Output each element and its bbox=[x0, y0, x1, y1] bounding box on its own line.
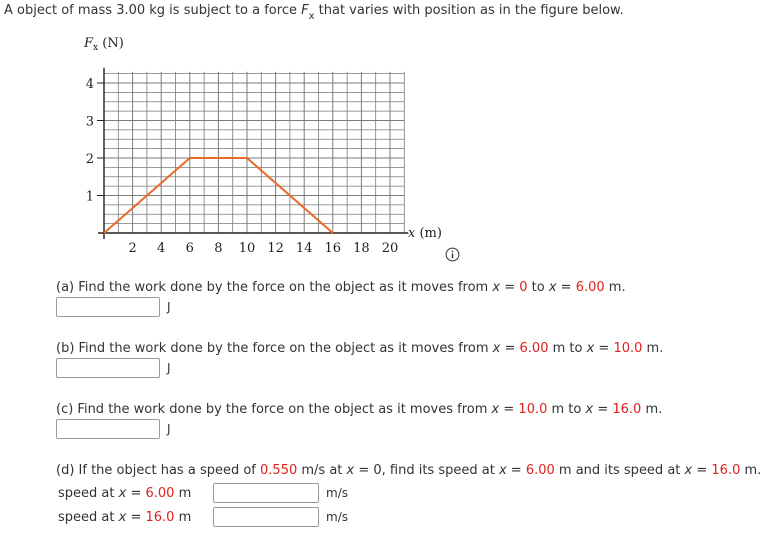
part-a-unit: J bbox=[167, 300, 171, 314]
tick-labels bbox=[86, 77, 399, 256]
part-d-row2-label: speed at x = 16.0 m bbox=[58, 510, 192, 525]
x-tick-label: 20 bbox=[381, 241, 399, 256]
force-subscript: x bbox=[308, 11, 315, 22]
part-c-unit: J bbox=[167, 422, 171, 436]
part-b-unit: J bbox=[167, 361, 171, 375]
x-tick-label: 18 bbox=[353, 241, 370, 256]
series bbox=[104, 158, 333, 233]
part-d-speed2-input[interactable] bbox=[213, 507, 319, 527]
x-tick-label: 10 bbox=[238, 241, 256, 256]
intro-text-end: that varies with position as in the figure below. bbox=[314, 3, 624, 18]
y-axis-label: $F_x$ (N) bbox=[84, 36, 124, 53]
part-b-answer-input[interactable] bbox=[56, 358, 160, 378]
x-tick-label: 16 bbox=[324, 241, 342, 256]
x-tick-label: 2 bbox=[128, 241, 137, 256]
part-d-row1-label: speed at x = 6.00 m bbox=[58, 486, 192, 501]
x-tick-label: 14 bbox=[295, 241, 313, 256]
part-a-question: (a) Find the work done by the force on the object as it moves from x = 0 to x = 6.00 m. bbox=[56, 280, 626, 295]
part-d-question: (d) If the object has a speed of 0.550 m/s at x = 0, find its speed at x = 6.00 m and its speed at x = 16.0 m. bbox=[56, 463, 762, 478]
part-d-row2-unit: m/s bbox=[326, 510, 348, 524]
force-series-line bbox=[104, 158, 333, 233]
x-tick-label: 4 bbox=[157, 241, 166, 256]
part-d-speed1-input[interactable] bbox=[213, 483, 319, 503]
grid bbox=[104, 72, 404, 233]
y-tick-label: 4 bbox=[85, 77, 94, 92]
part-b-question: (b) Find the work done by the force on the object as it moves from x = 6.00 m to x = 10.0 m. bbox=[56, 341, 664, 356]
force-symbol: F bbox=[301, 3, 309, 18]
x-axis-label: x (m) bbox=[408, 226, 442, 241]
part-d-row1-unit: m/s bbox=[326, 486, 348, 500]
part-a-answer-input[interactable] bbox=[56, 297, 160, 317]
x-tick-label: 12 bbox=[267, 241, 284, 256]
y-tick-label: 3 bbox=[85, 114, 94, 130]
axes bbox=[98, 68, 408, 239]
y-tick-label: 1 bbox=[85, 189, 94, 205]
part-c-answer-input[interactable] bbox=[56, 419, 160, 439]
ticks bbox=[97, 83, 104, 196]
problem-statement bbox=[4, 3, 624, 22]
part-c-question: (c) Find the work done by the force on the object as it moves from x = 10.0 m to x = 16.0 m. bbox=[56, 402, 663, 417]
intro-text: A object of mass 3.00 kg is subject to a force bbox=[4, 3, 302, 18]
x-tick-label: 6 bbox=[185, 241, 194, 256]
x-tick-label: 8 bbox=[214, 241, 223, 256]
info-icon[interactable] bbox=[445, 247, 460, 262]
y-tick-label: 2 bbox=[85, 152, 94, 167]
